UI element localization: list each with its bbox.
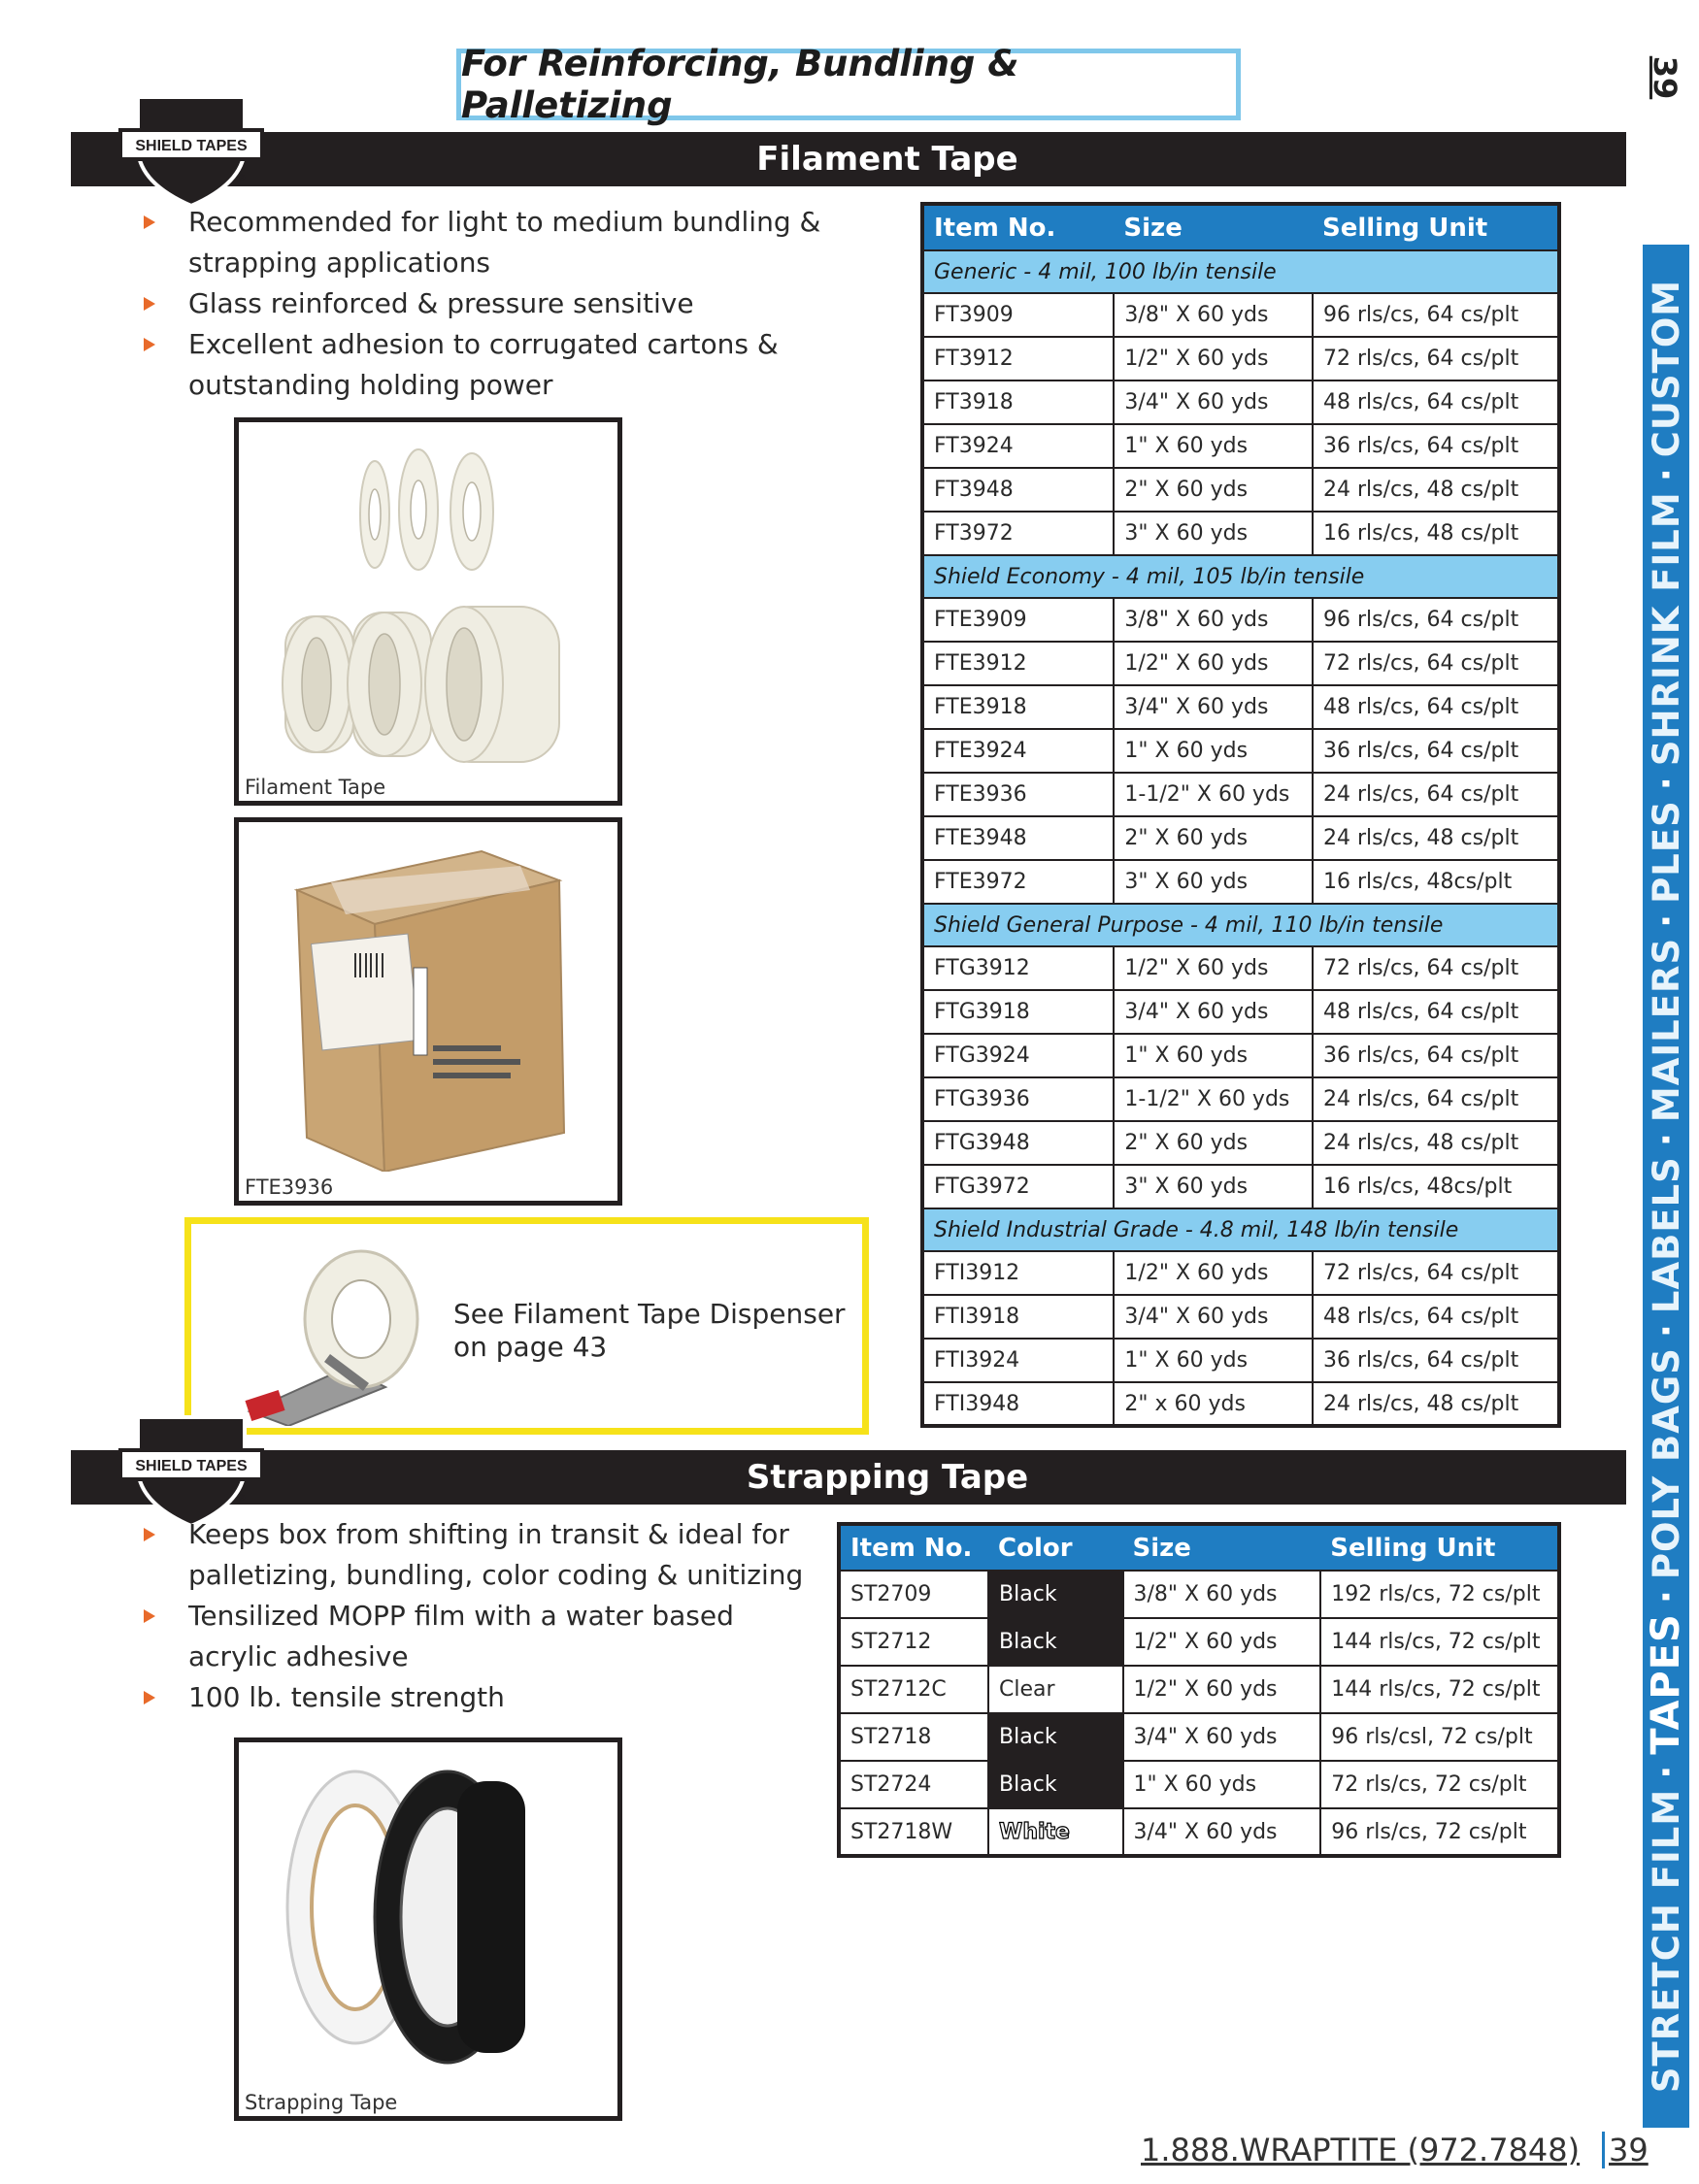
cell-selling-unit: 96 rls/cs, 72 cs/plt: [1320, 1808, 1559, 1856]
cell-selling-unit: 48 rls/cs, 64 cs/plt: [1313, 1295, 1559, 1339]
table-row: [839, 1761, 1559, 1808]
group-label: Shield General Purpose - 4 mil, 110 lb/in tensile: [922, 904, 1559, 946]
nav-item-tapes[interactable]: TAPES: [1644, 1613, 1688, 1755]
cell-color: Black: [988, 1571, 1122, 1618]
table-group-row: [922, 904, 1559, 946]
cell-item-no: ST2712: [839, 1618, 988, 1666]
cell-selling-unit: 72 rls/cs, 72 cs/plt: [1320, 1761, 1559, 1808]
box-image: [239, 822, 617, 1172]
cell-item-no: FT3912: [922, 337, 1114, 381]
table-row: [922, 816, 1559, 860]
strapping-rolls-image: [239, 1742, 617, 2092]
footer-phone[interactable]: 1.888.WRAPTITE (972.7848): [1141, 2132, 1581, 2168]
nav-item-mailers[interactable]: MAILERS: [1645, 937, 1687, 1123]
cell-size: 1/2" X 60 yds: [1123, 1666, 1321, 1713]
nav-item-labels[interactable]: LABELS: [1645, 1156, 1687, 1314]
bullet-item: Tensilized MOPP film with a water based acrylic adhesive: [136, 1596, 816, 1677]
cell-size: 3/4" X 60 yds: [1123, 1808, 1321, 1856]
table-row: [922, 1034, 1559, 1077]
cell-item-no: FTE3912: [922, 642, 1114, 685]
table-row: [922, 424, 1559, 468]
cell-color: Black: [988, 1618, 1122, 1666]
cell-selling-unit: 48 rls/cs, 64 cs/plt: [1313, 990, 1559, 1034]
cell-item-no: FTG3972: [922, 1165, 1114, 1208]
table-row: [922, 946, 1559, 990]
cell-item-no: FTE3936: [922, 773, 1114, 816]
cell-size: 3/4" X 60 yds: [1114, 685, 1313, 729]
page-tagline: For Reinforcing, Bundling & Palletizing: [456, 49, 1241, 120]
tape-dispenser-icon: [230, 1241, 434, 1426]
table-group-row: [922, 250, 1559, 293]
cell-selling-unit: 36 rls/cs, 64 cs/plt: [1313, 729, 1559, 773]
filament-bullets: [136, 202, 874, 406]
cell-item-no: FTE3924: [922, 729, 1114, 773]
table-header-row: [922, 204, 1559, 250]
bullet-item: Recommended for light to medium bundling & strapping applications: [136, 202, 874, 283]
bullet-item: Glass reinforced & pressure sensitive: [136, 283, 874, 324]
table-row: [839, 1618, 1559, 1666]
table-row: [922, 1251, 1559, 1295]
cell-item-no: FTI3912: [922, 1251, 1114, 1295]
page-number-top: 39: [1647, 55, 1683, 100]
tape-rolls-image: [239, 422, 617, 772]
cell-color: White: [988, 1808, 1122, 1856]
cell-selling-unit: 16 rls/cs, 48cs/plt: [1313, 1165, 1559, 1208]
cell-size: 2" x 60 yds: [1114, 1382, 1313, 1426]
cell-item-no: FTE3972: [922, 860, 1114, 904]
cell-size: 3/4" X 60 yds: [1114, 381, 1313, 424]
footer-page-number: 39: [1602, 2132, 1649, 2168]
cell-size: 3/8" X 60 yds: [1114, 293, 1313, 337]
filament-section-header: [71, 132, 1626, 186]
cell-item-no: ST2712C: [839, 1666, 988, 1713]
cell-selling-unit: 24 rls/cs, 64 cs/plt: [1313, 1077, 1559, 1121]
header-item-no: Item No.: [839, 1524, 988, 1571]
table-row: [922, 729, 1559, 773]
cell-item-no: FT3948: [922, 468, 1114, 512]
cell-color: Black: [988, 1761, 1122, 1808]
cell-selling-unit: 24 rls/cs, 48 cs/plt: [1313, 1121, 1559, 1165]
svg-text:®: ®: [239, 173, 246, 182]
cell-color: Black: [988, 1713, 1122, 1761]
cell-selling-unit: 96 rls/cs, 64 cs/plt: [1313, 598, 1559, 642]
table-row: [839, 1713, 1559, 1761]
table-row: [922, 1165, 1559, 1208]
nav-item-custom[interactable]: CUSTOM: [1645, 279, 1687, 458]
strapping-section-header: [71, 1450, 1626, 1505]
cell-item-no: FT3909: [922, 293, 1114, 337]
table-row: [839, 1666, 1559, 1713]
table-row: [922, 337, 1559, 381]
cell-item-no: FTI3924: [922, 1339, 1114, 1382]
bullet-arrow-icon: [144, 1691, 155, 1704]
nav-separator: ·: [1645, 1589, 1687, 1605]
cell-item-no: FTG3912: [922, 946, 1114, 990]
photo-caption: Strapping Tape: [245, 2091, 398, 2114]
group-label: Generic - 4 mil, 100 lb/in tensile: [922, 250, 1559, 293]
dispenser-callout: [184, 1217, 869, 1435]
header-selling-unit: Selling Unit: [1320, 1524, 1559, 1571]
cell-item-no: ST2718W: [839, 1808, 988, 1856]
cell-item-no: FT3918: [922, 381, 1114, 424]
category-sidebar-text: [1643, 245, 1689, 2128]
cell-selling-unit: 36 rls/cs, 64 cs/plt: [1313, 1339, 1559, 1382]
cell-item-no: FT3972: [922, 512, 1114, 555]
group-label: Shield Industrial Grade - 4.8 mil, 148 lb/in tensile: [922, 1208, 1559, 1251]
cell-selling-unit: 96 rls/csl, 72 cs/plt: [1320, 1713, 1559, 1761]
nav-separator: ·: [1645, 1132, 1687, 1147]
cell-selling-unit: 24 rls/cs, 48 cs/plt: [1313, 468, 1559, 512]
table-row: [922, 685, 1559, 729]
logo-text: SHIELD TAPES: [135, 138, 248, 154]
group-label: Shield Economy - 4 mil, 105 lb/in tensile: [922, 555, 1559, 598]
cell-size: 1" X 60 yds: [1123, 1761, 1321, 1808]
table-header-row: [839, 1524, 1559, 1571]
bullet-item: Excellent adhesion to corrugated cartons & outstanding holding power: [136, 324, 874, 406]
cell-item-no: FTG3948: [922, 1121, 1114, 1165]
table-row: [922, 1121, 1559, 1165]
cell-item-no: FTG3924: [922, 1034, 1114, 1077]
table-row: [839, 1808, 1559, 1856]
cell-size: 3/4" X 60 yds: [1114, 1295, 1313, 1339]
cell-size: 1-1/2" X 60 yds: [1114, 773, 1313, 816]
header-size: Size: [1123, 1524, 1321, 1571]
nav-item-ples[interactable]: PLES: [1645, 800, 1687, 904]
cell-item-no: FTI3948: [922, 1382, 1114, 1426]
header-color: Color: [988, 1524, 1122, 1571]
bullet-item: 100 lb. tensile strength: [136, 1677, 816, 1718]
cell-size: 1/2" X 60 yds: [1114, 1251, 1313, 1295]
cell-selling-unit: 72 rls/cs, 64 cs/plt: [1313, 946, 1559, 990]
cell-item-no: FT3924: [922, 424, 1114, 468]
filament-section-title: Filament Tape: [756, 140, 1018, 179]
table-row: [922, 860, 1559, 904]
header-item-no: Item No.: [922, 204, 1114, 250]
nav-separator: ·: [1645, 1323, 1687, 1339]
cell-item-no: FTE3918: [922, 685, 1114, 729]
filament-tape-table: [920, 202, 1561, 1428]
table-row: [922, 1295, 1559, 1339]
nav-separator: ·: [1645, 776, 1687, 791]
nav-item-stretch-film[interactable]: STRETCH FILM: [1645, 1788, 1687, 2094]
nav-item-shrink-film[interactable]: SHRINK FILM: [1645, 491, 1687, 767]
cell-size: 3" X 60 yds: [1114, 860, 1313, 904]
cell-item-no: FTG3918: [922, 990, 1114, 1034]
strapping-tape-photo: [234, 1737, 622, 2121]
strapping-tape-table: [837, 1522, 1561, 1858]
table-group-row: [922, 1208, 1559, 1251]
table-row: [922, 642, 1559, 685]
table-row: [922, 512, 1559, 555]
bullet-arrow-icon: [144, 338, 155, 351]
shield-tapes-logo-top: [118, 91, 264, 208]
cell-selling-unit: 144 rls/cs, 72 cs/plt: [1320, 1666, 1559, 1713]
table-row: [922, 468, 1559, 512]
filament-tape-photo: [234, 417, 622, 806]
category-nav: [1643, 245, 1689, 2128]
strapping-section-title: Strapping Tape: [746, 1458, 1029, 1497]
table-row: [922, 598, 1559, 642]
fte3936-box-photo: [234, 817, 622, 1206]
cell-selling-unit: 48 rls/cs, 64 cs/plt: [1313, 685, 1559, 729]
cell-size: 2" X 60 yds: [1114, 1121, 1313, 1165]
cell-color: Clear: [988, 1666, 1122, 1713]
cell-size: 1" X 60 yds: [1114, 1034, 1313, 1077]
table-group-row: [922, 555, 1559, 598]
cell-item-no: FTI3918: [922, 1295, 1114, 1339]
strapping-bullets: [136, 1514, 816, 1718]
nav-separator: ·: [1645, 912, 1687, 928]
nav-item-poly-bags[interactable]: POLY BAGS: [1645, 1347, 1687, 1580]
cell-item-no: FTG3936: [922, 1077, 1114, 1121]
cell-selling-unit: 24 rls/cs, 48 cs/plt: [1313, 1382, 1559, 1426]
cell-item-no: ST2724: [839, 1761, 988, 1808]
cell-selling-unit: 48 rls/cs, 64 cs/plt: [1313, 381, 1559, 424]
table-row: [922, 293, 1559, 337]
cell-size: 1" X 60 yds: [1114, 729, 1313, 773]
nav-separator: ·: [1645, 467, 1687, 482]
cell-size: 1/2" X 60 yds: [1123, 1618, 1321, 1666]
table-row: [922, 1339, 1559, 1382]
cell-selling-unit: 24 rls/cs, 64 cs/plt: [1313, 773, 1559, 816]
cell-selling-unit: 24 rls/cs, 48 cs/plt: [1313, 816, 1559, 860]
table-row: [922, 773, 1559, 816]
cell-size: 1/2" X 60 yds: [1114, 946, 1313, 990]
cell-size: 3/4" X 60 yds: [1123, 1713, 1321, 1761]
table-row: [922, 1382, 1559, 1426]
bullet-arrow-icon: [144, 1609, 155, 1623]
cell-size: 3" X 60 yds: [1114, 512, 1313, 555]
cell-item-no: ST2718: [839, 1713, 988, 1761]
cell-size: 3/8" X 60 yds: [1123, 1571, 1321, 1618]
table-row: [922, 990, 1559, 1034]
shield-tapes-logo-bottom: [118, 1411, 264, 1528]
header-selling-unit: Selling Unit: [1313, 204, 1559, 250]
cell-selling-unit: 72 rls/cs, 64 cs/plt: [1313, 642, 1559, 685]
table-row: [922, 1077, 1559, 1121]
cell-item-no: FTE3948: [922, 816, 1114, 860]
cell-size: 2" X 60 yds: [1114, 468, 1313, 512]
bullet-arrow-icon: [144, 215, 155, 229]
cell-selling-unit: 16 rls/cs, 48 cs/plt: [1313, 512, 1559, 555]
dispenser-text: See Filament Tape Dispenser on page 43: [453, 1298, 846, 1363]
bullet-arrow-icon: [144, 1528, 155, 1541]
cell-item-no: ST2709: [839, 1571, 988, 1618]
cell-selling-unit: 72 rls/cs, 64 cs/plt: [1313, 1251, 1559, 1295]
cell-selling-unit: 96 rls/cs, 64 cs/plt: [1313, 293, 1559, 337]
cell-size: 3" X 60 yds: [1114, 1165, 1313, 1208]
table-row: [922, 381, 1559, 424]
table-row: [839, 1571, 1559, 1618]
cell-selling-unit: 192 rls/cs, 72 cs/plt: [1320, 1571, 1559, 1618]
cell-selling-unit: 16 rls/cs, 48cs/plt: [1313, 860, 1559, 904]
bullet-item: Keeps box from shifting in transit & ideal for palletizing, bundling, color coding & unitizing: [136, 1514, 816, 1596]
nav-separator: ·: [1645, 1764, 1687, 1779]
cell-item-no: FTE3909: [922, 598, 1114, 642]
cell-selling-unit: 72 rls/cs, 64 cs/plt: [1313, 337, 1559, 381]
bullet-arrow-icon: [144, 297, 155, 311]
cell-size: 2" X 60 yds: [1114, 816, 1313, 860]
cell-size: 1/2" X 60 yds: [1114, 642, 1313, 685]
cell-size: 1-1/2" X 60 yds: [1114, 1077, 1313, 1121]
cell-size: 1" X 60 yds: [1114, 1339, 1313, 1382]
cell-size: 1/2" X 60 yds: [1114, 337, 1313, 381]
cell-selling-unit: 36 rls/cs, 64 cs/plt: [1313, 1034, 1559, 1077]
logo-text: SHIELD TAPES: [135, 1458, 248, 1474]
cell-size: 3/8" X 60 yds: [1114, 598, 1313, 642]
photo-caption: FTE3936: [245, 1175, 334, 1199]
cell-selling-unit: 144 rls/cs, 72 cs/plt: [1320, 1618, 1559, 1666]
cell-size: 1" X 60 yds: [1114, 424, 1313, 468]
header-size: Size: [1114, 204, 1313, 250]
svg-text:®: ®: [239, 1493, 246, 1503]
cell-size: 3/4" X 60 yds: [1114, 990, 1313, 1034]
photo-caption: Filament Tape: [245, 776, 386, 799]
cell-selling-unit: 36 rls/cs, 64 cs/plt: [1313, 424, 1559, 468]
